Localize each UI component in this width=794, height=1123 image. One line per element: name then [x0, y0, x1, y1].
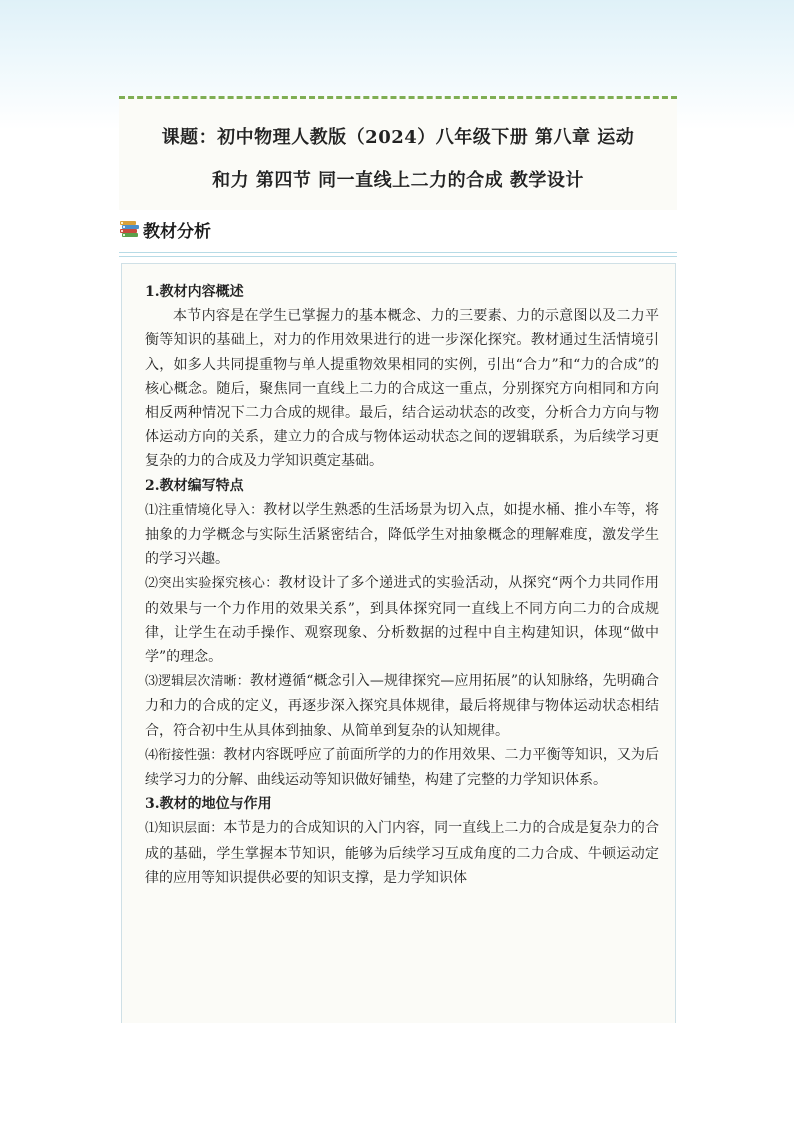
item-number: ⑶	[145, 674, 159, 690]
item-lead: 衔接性强：	[158, 747, 224, 763]
list-item	[145, 498, 659, 572]
list-item	[145, 571, 659, 669]
item-lead: 知识层面：	[158, 821, 224, 837]
list-item	[145, 743, 659, 792]
paragraph-overview: 本节内容是在学生已掌握力的基本概念、力的三要素、力的示意图以及二力平衡等知识的基础上，对力的作用效果进行的进一步深化探究。教材通过生活情境引入，如多人共同提重物与单人提重物效果相同的实例，引出“合力”和“力的合成”的核心概念。随后，聚焦同一直线上二力的合成这一重点，分别探究方向相同和方向相反两种情况下二力合成的规律。最后，结合运动状态的改变，分析合力方向与物体运动方向的关系，建立力的合成与物体运动状态之间的逻辑联系，为后续学习更复杂的力的合成及力学知识奠定基础。	[145, 308, 659, 470]
heading-writing-features: 2.教材编写特点	[145, 477, 244, 494]
section-title: 教材分析	[143, 221, 211, 242]
item-text: 教材遵循“概念引入—规律探究—应用拓展”的认知脉络，先明确合力和力的合成的定义，再逐步深入探究具体规律，最后将规律与物体运动状态相结合，符合初中生从具体到抽象、从简单到复杂的认知规律。	[145, 673, 659, 739]
title-box	[119, 96, 677, 210]
item-text: 本节是力的合成知识的入门内容，同一直线上二力的合成是复杂力的合成的基础，学生掌握本节知识，能够为后续学习互成角度的二力合成、牛顿运动定律的应用等知识提供必要的知识支撑，是力学知识体	[145, 820, 659, 886]
item-text: 教材设计了多个递进式的实验活动，从探究“两个力共同作用的效果与一个力作用的效果关系”，到具体探究同一直线上不同方向二力的合成规律，让学生在动手操作、观察现象、分析数据的过程中自主构建知识，体现“做中学”的理念。	[145, 575, 659, 666]
content-box	[121, 263, 676, 1023]
item-lead: 逻辑层次清晰：	[158, 674, 250, 690]
books-icon	[119, 218, 141, 240]
item-number: ⑴	[145, 502, 159, 518]
item-text: 教材内容既呼应了前面所学的力的作用效果、二力平衡等知识，又为后续学习力的分解、曲线运动等知识做好铺垫，构建了完整的力学知识体系。	[145, 746, 659, 789]
item-lead: 突出实验探究核心：	[158, 576, 279, 592]
item-number: ⑵	[145, 576, 159, 592]
item-text: 教材以学生熟悉的生活场景为切入点，如提水桶、推小车等，将抽象的力学概念与实际生活紧密结合，降低学生对抽象概念的理解难度，激发学生的学习兴趣。	[145, 501, 659, 568]
list-item	[145, 669, 659, 743]
section-divider-2	[119, 256, 677, 257]
item-lead: 注重情境化导入：	[158, 502, 264, 518]
section-divider	[119, 252, 677, 253]
section-header	[119, 216, 211, 242]
heading-content-overview: 1.教材内容概述	[145, 284, 244, 300]
page-title-line-2: 和力 第四节 同一直线上二力的合成 教学设计	[212, 170, 584, 191]
list-item	[145, 816, 659, 890]
heading-position-role: 3.教材的地位与作用	[145, 796, 272, 813]
page-title-line-1: 课题：初中物理人教版（2024）八年级下册 第八章 运动	[161, 127, 635, 148]
item-number: ⑴	[145, 821, 159, 837]
item-number: ⑷	[145, 747, 159, 763]
content-body	[145, 280, 659, 890]
